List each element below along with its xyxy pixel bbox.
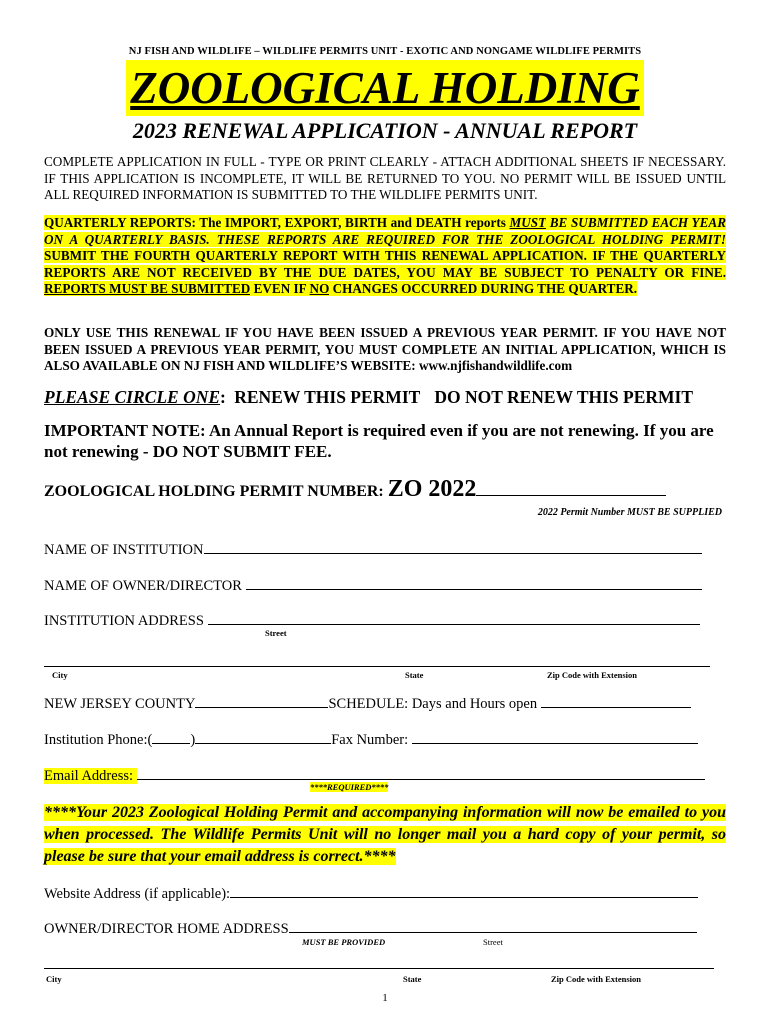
county-label: NEW JERSEY COUNTY	[44, 696, 196, 712]
quarterly-text-3: SUBMIT THE FOURTH QUARTERLY REPORT WITH THIS RENEWAL APPLICATION. IF THE QUARTERLY REPORTS ARE NOT RECEIVED BY THE DUE DATES, YOU MAY BE SUBJECT TO PENALTY OR FINE.	[44, 248, 726, 280]
permit-number-prefix: ZO 2022	[387, 476, 477, 502]
circle-one-label: PLEASE CIRCLE ONE	[44, 387, 221, 407]
phone-fax-row	[44, 729, 698, 749]
city-state-zip-input[interactable]	[44, 666, 710, 667]
phone-close-paren: )	[190, 732, 196, 748]
website-label: Website Address (if applicable):	[44, 886, 231, 902]
institution-name-input[interactable]	[204, 539, 702, 554]
street-caption: Street	[265, 628, 287, 638]
home-street-input[interactable]	[289, 918, 697, 933]
quarterly-text-2: BE SUBMITTED EACH YEAR ON A QUARTERLY BASIS. THESE REPORTS ARE REQUIRED FOR THE ZOOLOGICAL HOLDING PERMIT!	[44, 215, 727, 247]
website-row	[44, 883, 698, 903]
phone-number-input[interactable]	[195, 729, 331, 744]
email-label: Email Address:	[44, 768, 137, 784]
quarterly-reports-paragraph	[44, 215, 726, 298]
state-caption: State	[405, 670, 424, 680]
page-number: 1	[382, 992, 388, 1004]
home-zip-caption: Zip Code with Extension	[551, 974, 641, 984]
do-not-renew-option[interactable]: DO NOT RENEW THIS PERMIT	[434, 387, 694, 407]
home-address-row	[44, 918, 697, 938]
home-city-caption: City	[46, 974, 62, 984]
phone-area-code-input[interactable]	[152, 729, 190, 744]
county-input[interactable]	[195, 693, 328, 708]
quarterly-must: MUST	[509, 215, 547, 230]
home-city-state-zip-input[interactable]	[44, 968, 714, 969]
important-note	[44, 420, 726, 462]
institution-address-label: INSTITUTION ADDRESS	[44, 613, 208, 629]
email-input[interactable]	[137, 765, 705, 780]
circle-one-colon: :	[220, 387, 226, 407]
institution-name-row	[44, 539, 702, 559]
home-address-label: OWNER/DIRECTOR HOME ADDRESS	[44, 921, 289, 937]
phone-label: Institution Phone:(	[44, 732, 153, 748]
city-caption: City	[52, 670, 68, 680]
renew-permit-option[interactable]: RENEW THIS PERMIT	[234, 387, 420, 407]
owner-director-row	[44, 575, 702, 595]
home-street-caption: Street	[483, 937, 503, 947]
home-state-caption: State	[403, 974, 422, 984]
owner-director-label: NAME OF OWNER/DIRECTOR	[44, 578, 246, 594]
owner-director-input[interactable]	[246, 575, 702, 590]
important-note-label: IMPORTANT NOTE:	[44, 421, 206, 440]
schedule-label: SCHEDULE: Days and Hours open	[328, 696, 541, 712]
website-input[interactable]	[230, 883, 698, 898]
permit-number-label: ZOOLOGICAL HOLDING PERMIT NUMBER:	[44, 483, 388, 500]
permit-number-row	[44, 476, 666, 503]
fax-label: Fax Number:	[331, 732, 412, 748]
institution-street-input[interactable]	[208, 610, 700, 625]
form-title: ZOOLOGICAL HOLDING	[0, 60, 770, 116]
email-required-caption: ****REQUIRED****	[310, 782, 389, 792]
quarterly-text-5: EVEN IF	[250, 281, 310, 296]
county-schedule-row	[44, 693, 691, 713]
zip-caption: Zip Code with Extension	[547, 670, 637, 680]
schedule-input[interactable]	[541, 693, 691, 708]
important-note-text: An Annual Report is required even if you are not renewing. If you are not renewing - DO NOT SUBMIT FEE.	[44, 421, 714, 461]
circle-one-row	[44, 387, 726, 408]
email-notice-text: ****Your 2023 Zoological Holding Permit and accompanying information will now be emailed to you when processed. The Wildlife Permits Unit will no longer mail you a hard copy of your permit, so please be sure that your email address is correct.****	[44, 804, 726, 865]
form-subtitle: 2023 RENEWAL APPLICATION - ANNUAL REPORT	[132, 118, 638, 143]
institution-address-row	[44, 610, 700, 630]
quarterly-text-1: QUARTERLY REPORTS: The IMPORT, EXPORT, BIRTH and DEATH reports	[44, 215, 510, 230]
quarterly-reports-must: REPORTS MUST BE SUBMITTED	[44, 281, 251, 296]
fax-input[interactable]	[412, 729, 698, 744]
form-header: NJ FISH AND WILDLIFE – WILDLIFE PERMITS UNIT - EXOTIC AND NONGAME WILDLIFE PERMITS	[128, 46, 642, 57]
quarterly-text-6: CHANGES OCCURRED DURING THE QUARTER.	[329, 281, 638, 296]
permit-number-note: 2022 Permit Number MUST BE SUPPLIED	[537, 507, 722, 518]
quarterly-no: NO	[309, 281, 330, 296]
must-be-provided-caption: MUST BE PROVIDED	[302, 937, 386, 947]
only-use-paragraph: ONLY USE THIS RENEWAL IF YOU HAVE BEEN ISSUED A PREVIOUS YEAR PERMIT. IF YOU HAVE NOT BEEN ISSUED A PREVIOUS YEAR PERMIT, YOU MUST COMPLETE AN INITIAL APPLICATION, WHICH IS ALSO AVAILABLE ON NJ FISH AND WILDLIFE’S WEBSITE: www.njfishandwildlife.com	[44, 325, 726, 373]
email-notice	[44, 802, 726, 868]
institution-name-label: NAME OF INSTITUTION	[44, 542, 204, 558]
permit-number-input[interactable]	[476, 481, 666, 496]
intro-paragraph: COMPLETE APPLICATION IN FULL - TYPE OR PRINT CLEARLY - ATTACH ADDITIONAL SHEETS IF NECESSARY. IF THIS APPLICATION IS INCOMPLETE, IT WILL BE RETURNED TO YOU. NO PERMIT WILL BE ISSUED UNTIL ALL REQUIRED INFORMATION IS SUBMITTED TO THE WILDLIFE PERMITS UNIT.	[44, 154, 726, 202]
